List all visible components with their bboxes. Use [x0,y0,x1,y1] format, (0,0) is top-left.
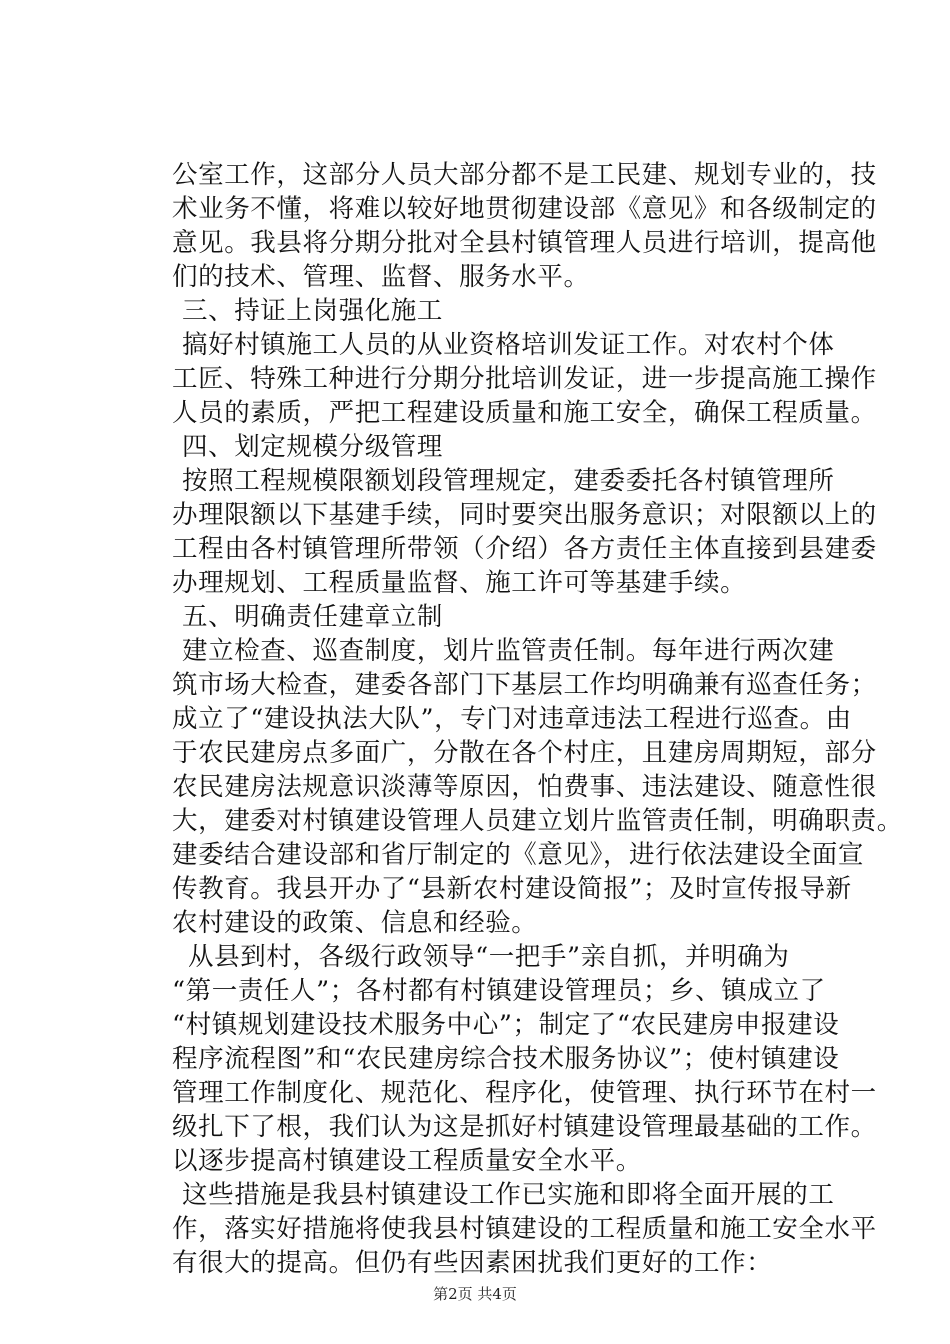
body-line: 农民建房法规意识淡薄等原因，怕费事、违法建设、随意性很 [172,772,877,802]
body-line: 们的技术、管理、监督、服务水平。 [172,262,590,292]
section-heading: 五、明确责任建章立制 [182,602,444,632]
page-footer: 第2页 共4页 [433,1285,517,1303]
body-line: 管理工作制度化、规范化、程序化，使管理、执行环节在村一 [172,1078,877,1108]
body-line: 工程由各村镇管理所带领（介绍）各方责任主体直接到县建委 [172,534,877,564]
document-body [172,158,903,1280]
body-line: 办理限额以下基建手续，同时要突出服务意识；对限额以上的 [172,500,877,530]
body-line: 成立了“建设执法大队”，专门对违章违法工程进行巡查。由 [172,704,852,734]
body-line: 级扎下了根，我们认为这是抓好村镇建设管理最基础的工作。 [172,1112,877,1142]
body-line: 程序流程图”和“农民建房综合技术服务协议”；使村镇建设 [172,1044,840,1074]
section-heading: 四、划定规模分级管理 [182,432,444,462]
body-line: 意见。我县将分期分批对全县村镇管理人员进行培训，提高他 [172,228,877,258]
body-line: 搞好村镇施工人员的从业资格培训发证工作。对农村个体 [182,330,835,360]
body-line: 工匠、特殊工种进行分期分批培训发证，进一步提高施工操作 [172,364,877,394]
body-line: 从县到村，各级行政领导“一把手”亲自抓，并明确为 [188,942,790,972]
body-line: 大，建委对村镇建设管理人员建立划片监管责任制，明确职责。 [172,806,903,836]
body-line: 于农民建房点多面广，分散在各个村庄，且建房周期短，部分 [172,738,877,768]
body-line: 筑市场大检查，建委各部门下基层工作均明确兼有巡查任务； [172,670,877,700]
body-line: 作，落实好措施将使我县村镇建设的工程质量和施工安全水平 [172,1214,877,1244]
body-line: 办理规划、工程质量监督、施工许可等基建手续。 [172,568,747,598]
body-line: 公室工作，这部分人员大部分都不是工民建、规划专业的，技 [172,160,877,190]
section-heading: 三、持证上岗强化施工 [182,296,444,326]
body-line: 这些措施是我县村镇建设工作已实施和即将全面开展的工 [182,1180,835,1210]
body-line: “村镇规划建设技术服务中心”；制定了“农民建房申报建设 [172,1010,840,1040]
body-line: 建委结合建设部和省厅制定的《意见》，进行依法建设全面宣 [172,840,864,870]
body-line: 传教育。我县开办了“县新农村建设简报”；及时宣传报导新 [172,874,852,904]
body-line: “第一责任人”；各村都有村镇建设管理员；乡、镇成立了 [172,976,826,1006]
body-line: 有很大的提高。但仍有些因素困扰我们更好的工作： [172,1248,773,1278]
body-line: 按照工程规模限额划段管理规定，建委委托各村镇管理所 [182,466,835,496]
body-line: 以逐步提高村镇建设工程质量安全水平。 [172,1146,642,1176]
body-line: 农村建设的政策、信息和经验。 [172,908,538,938]
body-line: 建立检查、巡查制度，划片监管责任制。每年进行两次建 [182,636,835,666]
body-line: 人员的素质，严把工程建设质量和施工安全，确保工程质量。 [172,398,877,428]
body-line: 术业务不懂，将难以较好地贯彻建设部《意见》和各级制定的 [172,194,877,224]
